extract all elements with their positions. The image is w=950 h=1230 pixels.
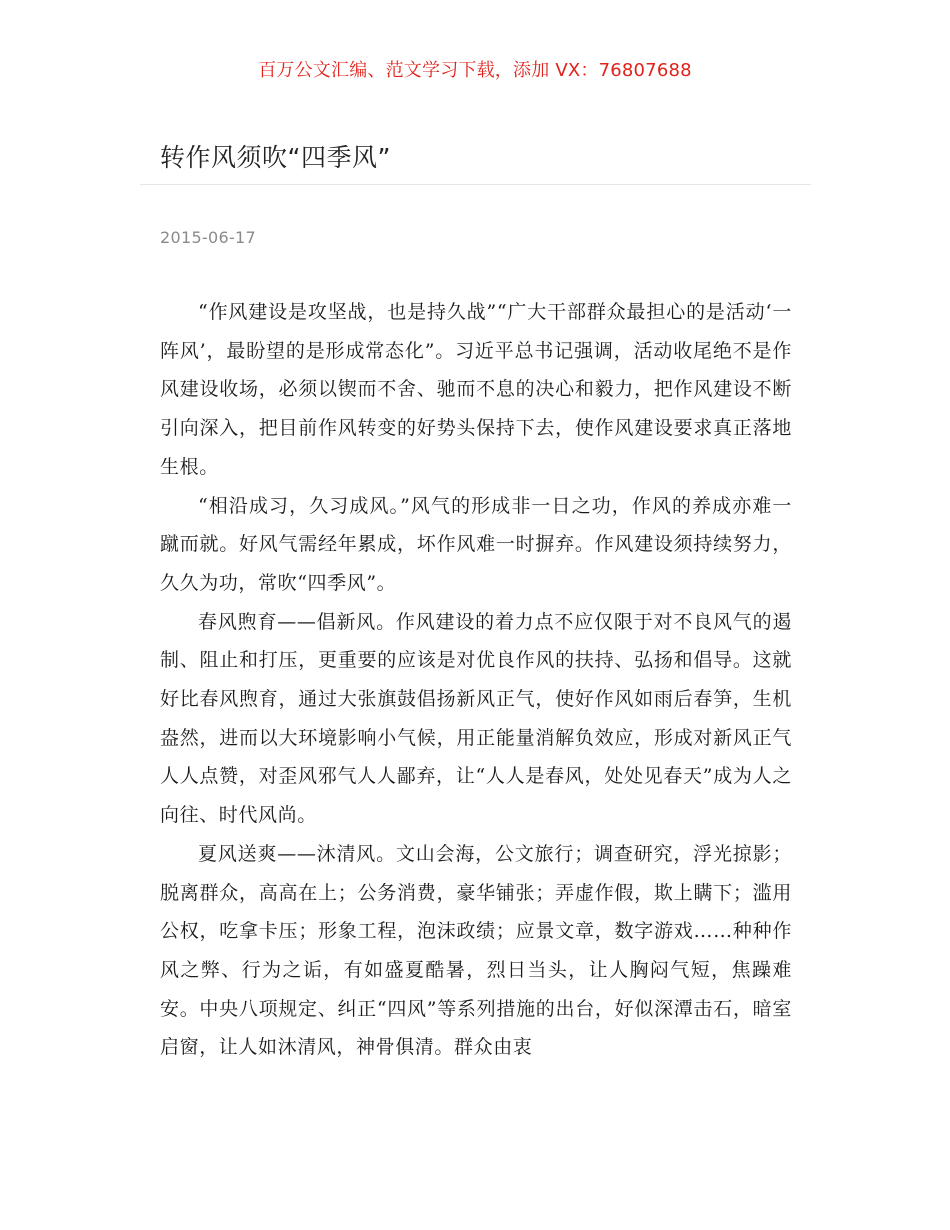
paragraph: 春风煦育——倡新风。作风建设的着力点不应仅限于对不良风气的遏制、阻止和打压，更重要的应该是对优良作风的扶持、弘扬和倡导。这就好比春风煦育，通过大张旗鼓倡扬新风正气，使好作风如雨后春笋，生机盎然，进而以大环境影响小气候，用正能量消解负效应，形成对新风正气人人点赞，对歪风邪气人人鄙弃，让“人人是春风，处处见春天”成为人之向往、时代风尚。 — [160, 610, 792, 827]
article-title: 转作风须吹“四季风” — [160, 143, 391, 172]
title-divider — [140, 184, 811, 185]
download-banner: 百万公文汇编、范文学习下载，添加 VX：76807688 — [258, 60, 692, 81]
publish-date: 2015-06-17 — [160, 228, 256, 247]
paragraph: “作风建设是攻坚战，也是持久战”“广大干部群众最担心的是活动‘一阵风’，最盼望的是形成常态化”。习近平总书记强调，活动收尾绝不是作风建设收场，必须以锲而不舍、驰而不息的决心和毅力，把作风建设不断引向深入，把目前作风转变的好势头保持下去，使作风建设要求真正落地生根。 — [160, 301, 792, 478]
article-body — [160, 293, 792, 1067]
paragraph: 夏风送爽——沐清风。文山会海，公文旅行；调查研究，浮光掠影；脱离群众，高高在上；公务消费，豪华铺张；弄虚作假，欺上瞒下；滥用公权，吃拿卡压；形象工程，泡沫政绩；应景文章，数字游戏……种种作风之弊、行为之诟，有如盛夏酷暑，烈日当头，让人胸闷气短，焦躁难安。中央八项规定、纠正“四风”等系列措施的出台，好似深潭击石，暗室启窗，让人如沐清风，神骨俱清。群众由衷 — [160, 842, 792, 1059]
paragraph: “相沿成习，久习成风。”风气的形成非一日之功，作风的养成亦难一蹴而就。好风气需经年累成，坏作风难一时摒弃。作风建设须持续努力，久久为功，常吹“四季风”。 — [160, 494, 792, 594]
